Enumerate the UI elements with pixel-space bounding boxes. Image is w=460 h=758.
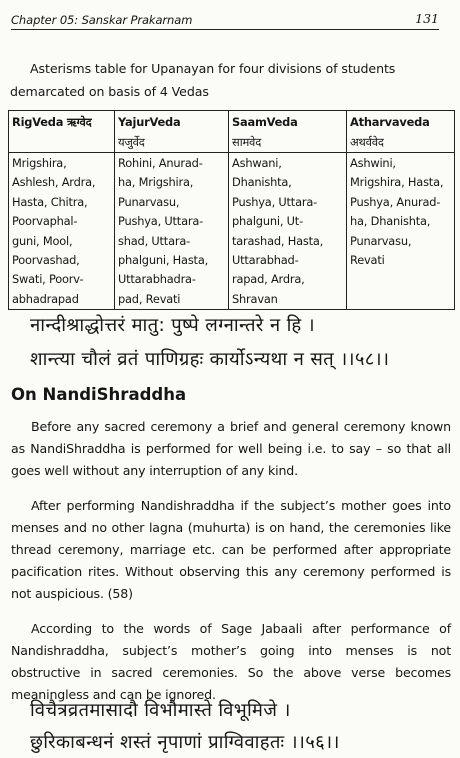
- section-body: [11, 416, 451, 719]
- cell-line: Ashwini,: [350, 156, 396, 170]
- cell-line: Ashwani,: [232, 156, 282, 170]
- cell-line: Uttarabhad-: [232, 253, 299, 268]
- page-header: [11, 13, 439, 30]
- cell-line: Pushya, Anurad-: [350, 194, 441, 209]
- chapter-title: Chapter 05: Sanskar Prakarnam: [11, 13, 193, 27]
- table-header-row: [9, 111, 455, 153]
- cell-line: phalguni, Ut-: [232, 214, 303, 229]
- cell-line: abhadrapad: [12, 291, 79, 306]
- paragraph: After performing Nandishraddha if the subject’s mother goes into menses and no other lagna (muhurta) is on hand, the ceremonies like thread ceremony, marriage etc. can be performed after appropriate pacification rites. Without observing this any ceremony performed is not auspicious. (58): [11, 498, 451, 601]
- cell-line: Dhanishta,: [232, 175, 292, 190]
- sanskrit-verse-4: छुरिकाबन्धनं शस्तं नृपाणां प्राग्विवाहतः ।।५६।।: [30, 732, 340, 753]
- table-row: [9, 153, 455, 310]
- cell-line: Pushya, Uttara-: [118, 214, 204, 229]
- header-label-devanagari: सामवेद: [232, 135, 262, 149]
- cell-line: shad, Uttara-: [118, 233, 191, 248]
- cell-line: pad, Revati: [118, 291, 181, 306]
- table-cell-saamveda: [229, 153, 347, 310]
- cell-line: Poorvaphal-: [12, 214, 78, 229]
- cell-line: Punarvasu,: [118, 194, 180, 209]
- header-label: YajurVeda: [118, 115, 181, 129]
- column-header-yajurveda: [115, 111, 229, 153]
- caption-line-1: Asterisms table for Upanayan for four divisions of students: [30, 61, 396, 76]
- cell-line: ha, Dhanishta,: [350, 214, 431, 229]
- cell-line: Mrigshira, Hasta,: [350, 175, 444, 190]
- column-header-rigveda: [9, 111, 115, 153]
- cell-line: ha, Mrigshira,: [118, 175, 194, 190]
- header-label: SaamVeda: [232, 115, 298, 129]
- table-cell-atharvaveda: [347, 153, 455, 310]
- header-label-devanagari: ऋग्वेद: [66, 115, 92, 129]
- cell-line: Ashlesh, Ardra,: [12, 175, 96, 190]
- table-cell-rigveda: [9, 153, 115, 310]
- table-caption: [10, 57, 450, 103]
- paragraph: According to the words of Sage Jabaali after performance of Nandishraddha, subject’s mother’s going into menses is not obstructive in sacred ceremonies. So the above verse becomes meaningless and can be ignored.: [11, 621, 451, 702]
- header-label: RigVeda: [12, 115, 64, 129]
- cell-line: tarashad, Hasta,: [232, 233, 324, 248]
- sanskrit-verse-3: विचैत्रव्रतमासादौ विभौमास्ते विभूमिजे ।: [30, 700, 291, 721]
- cell-line: Poorvashad,: [12, 253, 80, 268]
- cell-line: guni, Mool,: [12, 233, 73, 248]
- cell-line: Revati: [350, 253, 385, 268]
- cell-line: rapad, Ardra,: [232, 272, 305, 287]
- header-label-devanagari: अथर्ववेद: [350, 135, 384, 149]
- cell-line: Hasta, Chitra,: [12, 194, 88, 209]
- column-header-saamveda: [229, 111, 347, 153]
- sanskrit-verse-2: शान्त्या चौलं व्रतं पाणिग्रहः कार्योऽन्यथा न सत् ।।५८।।: [30, 349, 390, 370]
- paragraph: Before any sacred ceremony a brief and general ceremony known as NandiShraddha is performed for well being i.e. to say – so that all goes well without any interruption of any kind.: [11, 419, 451, 478]
- caption-line-2: demarcated on basis of 4 Vedas: [10, 84, 209, 99]
- asterisms-table: [8, 110, 455, 310]
- cell-line: Uttarabhadra-: [118, 272, 196, 287]
- cell-line: Rohini, Anurad-: [118, 156, 203, 170]
- header-label: Atharvaveda: [350, 115, 430, 129]
- column-header-atharvaveda: [347, 111, 455, 153]
- cell-line: Shravan: [232, 291, 278, 306]
- cell-line: phalguni, Hasta,: [118, 253, 209, 268]
- cell-line: Mrigshira,: [12, 156, 67, 170]
- cell-line: Pushya, Uttara-: [232, 194, 318, 209]
- section-heading: On NandiShraddha: [11, 385, 187, 404]
- table-cell-yajurveda: [115, 153, 229, 310]
- sanskrit-verse-1: नान्दीश्राद्धोत्तरं मातु: पुष्पे लग्नान्तरे न हि ।: [30, 315, 315, 336]
- cell-line: Punarvasu,: [350, 233, 412, 248]
- page-number: 131: [415, 11, 439, 26]
- header-label-devanagari: यजुर्वेद: [118, 135, 145, 149]
- cell-line: Swati, Poorv-: [12, 272, 84, 287]
